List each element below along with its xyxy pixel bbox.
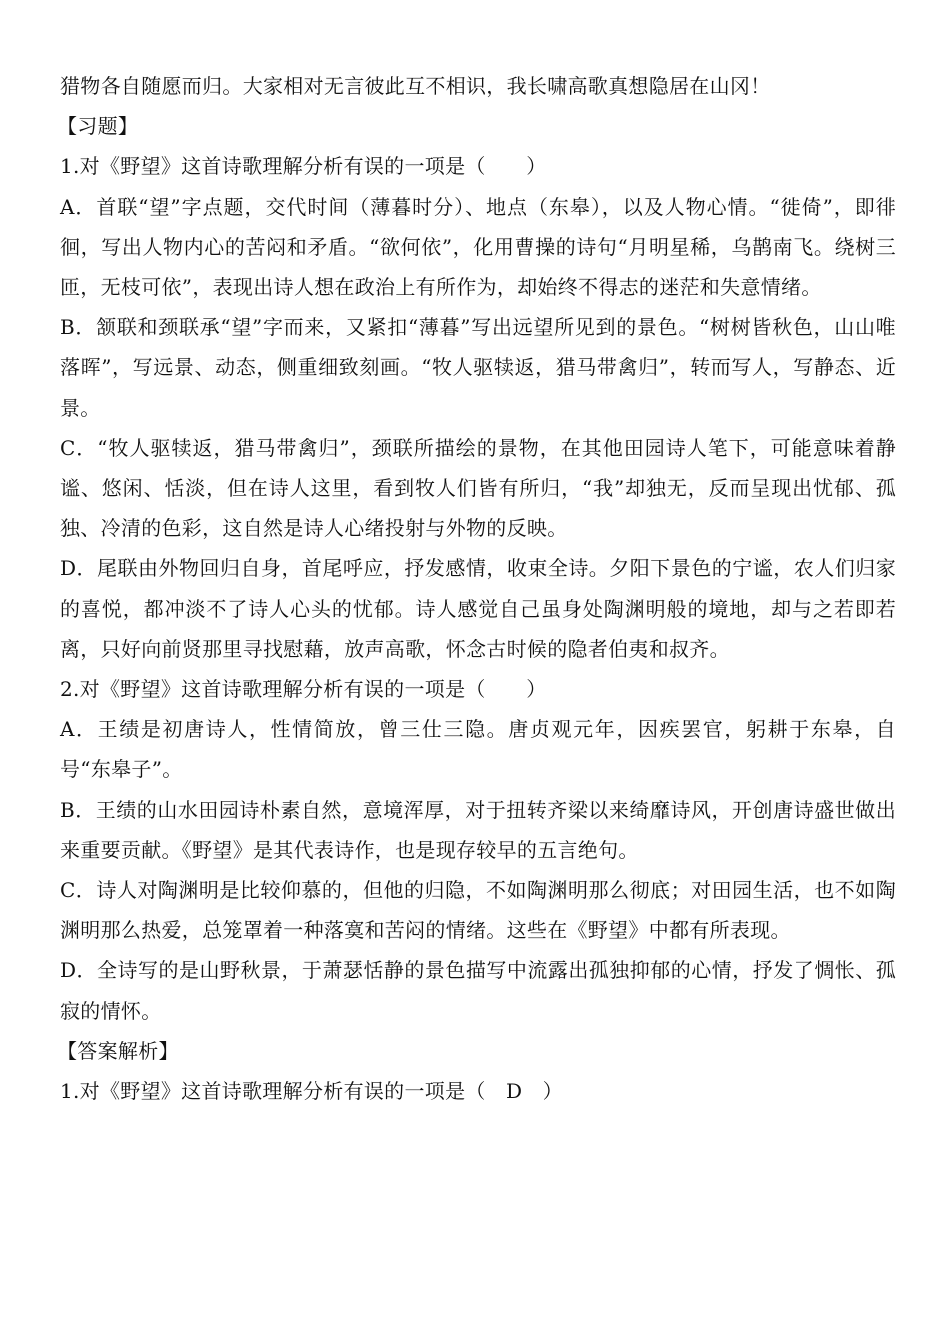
question-1-option-c: C．“牧人驱犊返，猎马带禽归”，颈联所描绘的景物，在其他田园诗人笔下，可能意味着静谧、悠闲、恬淡，但在诗人这里，看到牧人们皆有所归，“我”却独无，反而呈现出忧郁、孤独、冷清的色彩，这自然是诗人心绪投射与外物的反映。 — [60, 435, 896, 541]
question-1-option-a: A．首联“望”字点题，交代时间（薄暮时分）、地点（东皋），以及人物心情。“徙倚”，即徘徊，写出人物内心的苦闷和矛盾。“欲何依”，化用曹操的诗句“月明星稀，乌鹊南飞。绕树三匝，无枝可依”，表现出诗人想在政治上有所作为，却始终不得志的迷茫和失意情绪。 — [60, 194, 896, 300]
document-page — [57, 66, 896, 1111]
question-2-option-b: B．王绩的山水田园诗朴素自然，意境浑厚，对于扭转齐梁以来绮靡诗风，开创唐诗盛世做出来重要贡献。《野望》是其代表诗作，也是现存较早的五言绝句。 — [60, 797, 896, 862]
answer-1-stem: 1.对《野望》这首诗歌理解分析有误的一项是（ D ） — [60, 1079, 563, 1104]
question-2-option-a: A．王绩是初唐诗人，性情简放，曾三仕三隐。唐贞观元年，因疾罢官，躬耕于东皋，自号“东皋子”。 — [60, 717, 896, 782]
translation-tail: 猎物各自随愿而归。大家相对无言彼此互不相识，我长啸高歌真想隐居在山冈！ — [60, 74, 771, 98]
question-2-stem: 2.对《野望》这首诗歌理解分析有误的一项是（ ） — [60, 677, 547, 702]
exercise-heading: 【习题】 — [57, 114, 139, 139]
question-1-stem: 1.对《野望》这首诗歌理解分析有误的一项是（ ） — [60, 154, 547, 179]
question-1-option-b: B．颔联和颈联承“望”字而来，又紧扣“薄暮”写出远望所见到的景色。“树树皆秋色，山山唯落晖”，写远景、动态，侧重细致刻画。“牧人驱犊返，猎马带禽归”，转而写人，写静态、近景。 — [60, 315, 896, 420]
question-2-option-d: D．全诗写的是山野秋景，于萧瑟恬静的景色描写中流露出孤独抑郁的心情，抒发了惆怅、孤寂的情怀。 — [60, 958, 896, 1023]
answer-heading: 【答案解析】 — [57, 1038, 179, 1063]
question-1-option-d: D．尾联由外物回归自身，首尾呼应，抒发感情，收束全诗。夕阳下景色的宁谧，农人们归家的喜悦，都冲淡不了诗人心头的忧郁。诗人感觉自己虽身处陶渊明般的境地，却与之若即若离，只好向前贤那里寻找慰藉，放声高歌，怀念古时候的隐者伯夷和叔齐。 — [60, 556, 896, 661]
question-2-option-c: C．诗人对陶渊明是比较仰慕的，但他的归隐，不如陶渊明那么彻底；对田园生活，也不如陶渊明那么热爱，总笼罩着一种落寞和苦闷的情绪。这些在《野望》中都有所表现。 — [60, 878, 896, 943]
